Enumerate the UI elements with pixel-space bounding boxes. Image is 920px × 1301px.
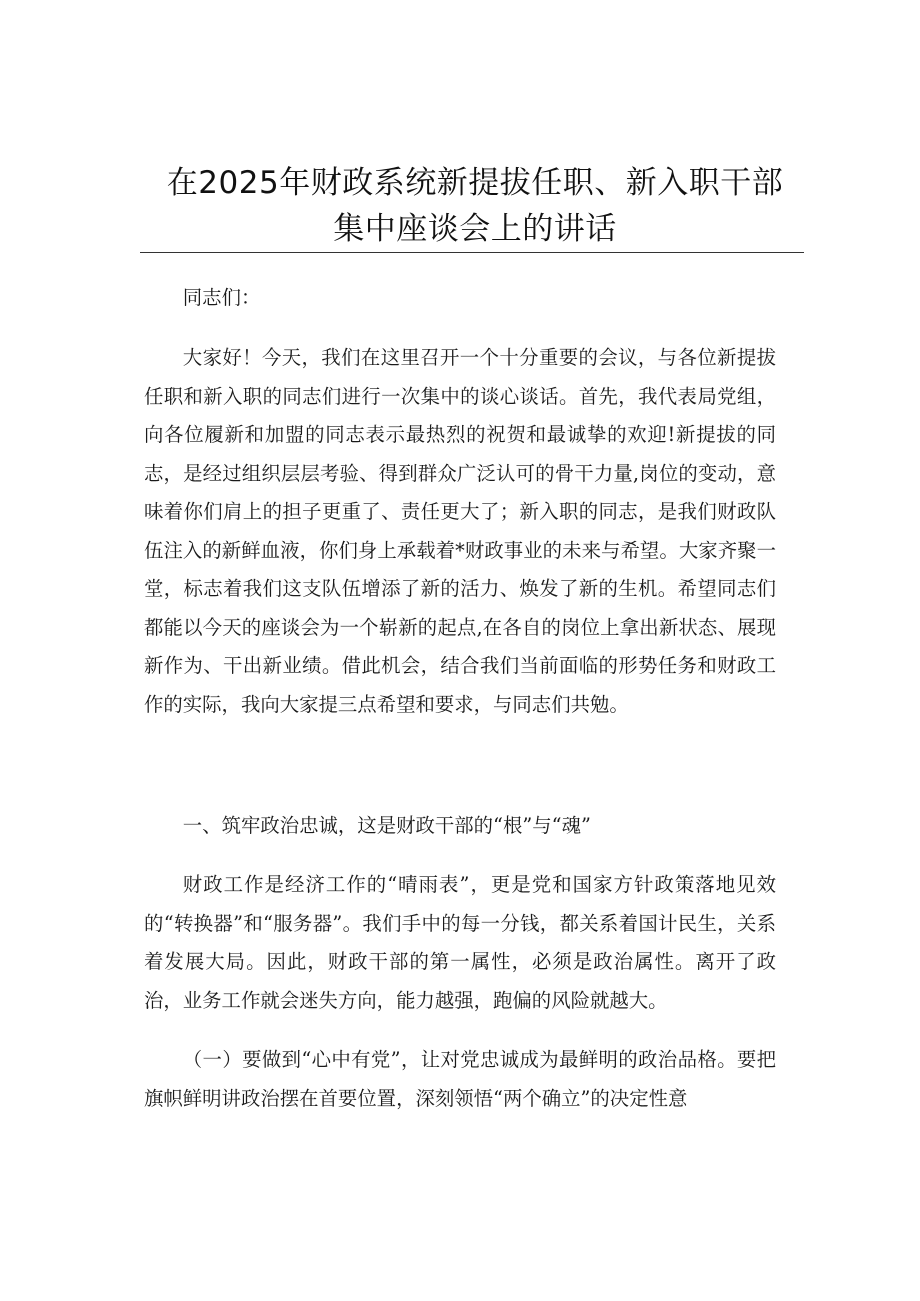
paragraph-loyalty [144,1041,776,1118]
salutation-text: 同志们： [182,286,261,309]
title-divider [140,252,804,253]
document-title [144,160,806,252]
paragraph-intro-text: 大家好！今天，我们在这里召开一个十分重要的会议，与各位新提拔任职和新入职的同志们进行一次集中的谈心谈话。首先，我代表局党组，向各位履新和加盟的同志表示最热烈的祝贺和最诚挚的欢迎!新提拔的同志，是经过组织层层考验、得到群众广泛认可的骨干力量,岗位的变动，意味着你们肩上的担子更重了、责任更大了；新入职的同志，是我们财政队伍注入的新鲜血液，你们身上承载着*财政事业的未来与希望。大家齐聚一堂，标志着我们这支队伍增添了新的活力、焕发了新的生机。希望同志们都能以今天的座谈会为一个崭新的起点,在各自的岗位上拿出新状态、展现新作为、干出新业绩。借此机会，结合我们当前面临的形势任务和财政工作的实际，我向大家提三点希望和要求，与同志们共勉。 [144,346,776,716]
paragraph-finance-role-text: 财政工作是经济工作的“晴雨表”，更是党和国家方针政策落地见效的“转换器”和“服务器”。我们手中的每一分钱，都关系着国计民生，关系着发展大局。因此，财政干部的第一属性，必须是政治属性。离开了政治，业务工作就会迷失方向，能力越强，跑偏的风险就越大。 [144,873,776,1012]
paragraph-loyalty-text: （一）要做到“心中有党”，让对党忠诚成为最鲜明的政治品格。要把旗帜鲜明讲政治摆在首要位置，深刻领悟“两个确立”的决定性意 [144,1048,776,1110]
section-heading-1-text: 一、筑牢政治忠诚，这是财政干部的“根”与“魂” [182,814,591,837]
paragraph-finance-role [144,866,776,1020]
paragraph-intro [144,339,776,724]
title-line-1: 在2025年财政系统新提拔任职、新入职干部 [166,165,784,201]
section-heading-1 [144,807,776,846]
title-line-2: 集中座谈会上的讲话 [333,211,617,247]
salutation [144,279,776,318]
